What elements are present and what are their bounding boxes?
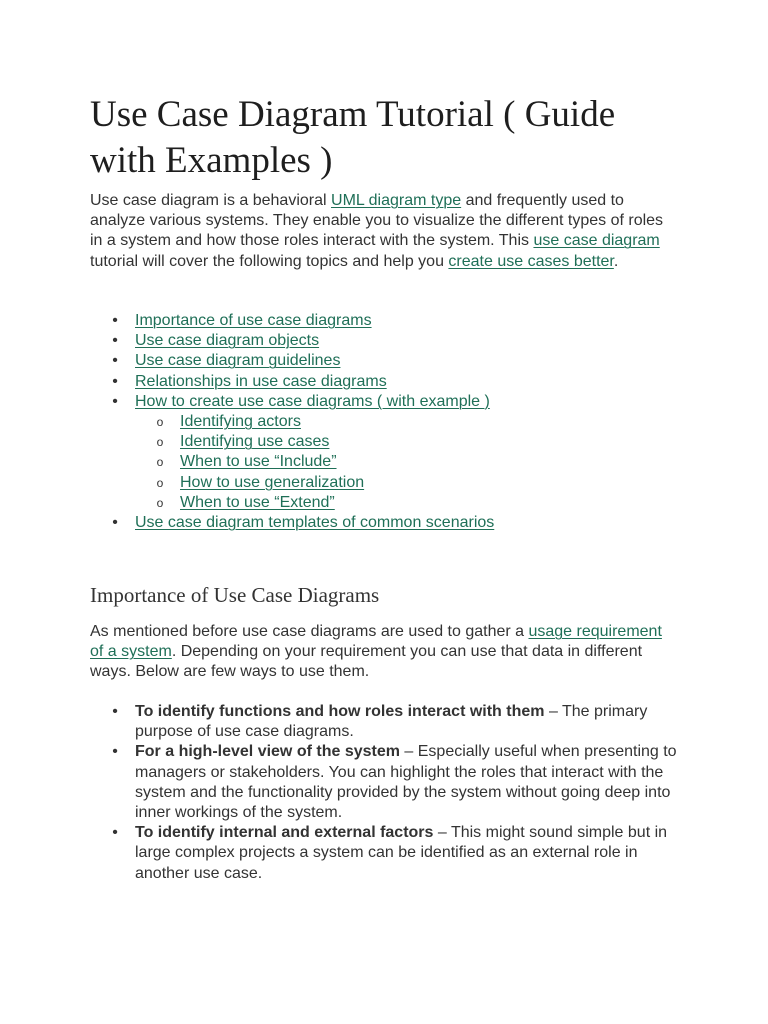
topic-link-guidelines[interactable]: Use case diagram guidelines — [135, 352, 341, 370]
topic-link-importance[interactable]: Importance of use case diagrams — [135, 312, 372, 329]
topic-link-templates[interactable]: Use case diagram templates of common scenarios — [135, 514, 495, 532]
list-item — [135, 473, 690, 493]
list-item — [90, 331, 690, 351]
way-text: – The primary purpose of use case diagrams. — [135, 703, 648, 741]
list-item — [90, 702, 678, 742]
importance-text-1: As mentioned before use case diagrams are used to gather a — [90, 623, 529, 640]
create-use-cases-better-link[interactable]: create use cases better — [448, 252, 614, 270]
bullet-icon: • — [112, 312, 118, 329]
bullet-icon: • — [112, 824, 118, 842]
uml-diagram-type-link[interactable]: UML diagram type — [331, 192, 462, 209]
use-case-diagram-link[interactable]: use case diagram — [533, 232, 660, 250]
list-item — [90, 742, 678, 823]
list-item — [90, 823, 678, 884]
ways-list — [90, 702, 678, 884]
subtopic-link-generalization[interactable]: How to use generalization — [180, 473, 365, 491]
intro-text-4: . — [613, 252, 619, 270]
circle-bullet-icon: o — [156, 455, 164, 470]
topic-link-relationships[interactable]: Relationships in use case diagrams — [135, 372, 387, 390]
subtopic-link-use-cases[interactable]: Identifying use cases — [180, 433, 330, 451]
topic-link-objects[interactable]: Use case diagram objects — [135, 332, 320, 350]
intro-text-2: and frequently used to analyze various systems. They enable you to visualize the different types of roles in a system and how those roles interact with the system. This — [90, 192, 664, 250]
way-text: – This might sound simple but in large complex projects a system can be identified as an external role in another use case. — [135, 824, 668, 882]
list-item — [135, 493, 690, 513]
intro-text-3: tutorial will cover the following topics and help you — [90, 252, 449, 270]
list-item — [135, 412, 690, 432]
circle-bullet-icon: o — [156, 475, 164, 490]
way-lead: To identify internal and external factors — [135, 824, 434, 842]
intro-text-1: Use case diagram is a behavioral — [90, 192, 332, 209]
way-lead: For a high-level view of the system — [135, 743, 400, 761]
circle-bullet-icon: o — [156, 415, 164, 430]
section-heading-importance: Importance of Use Case Diagrams — [90, 583, 380, 607]
topics-list — [90, 311, 690, 533]
list-item — [90, 372, 690, 392]
topic-link-how-to-create[interactable]: How to create use case diagrams ( with example ) — [135, 392, 490, 410]
list-item — [90, 351, 690, 371]
list-item — [135, 452, 690, 472]
bullet-icon: • — [112, 372, 118, 390]
list-item — [90, 311, 690, 331]
way-text: – Especially useful when presenting to managers or stakeholders. You can highlight the roles that interact with the system and the functionality provided by the system without going deep into inner workings of the system. — [135, 743, 677, 822]
list-item — [135, 432, 690, 452]
intro-paragraph — [90, 191, 678, 272]
list-item — [90, 392, 690, 513]
circle-bullet-icon: o — [156, 435, 164, 450]
importance-text-2: . Depending on your requirement you can use that data in different ways. Below are few ways to use them. — [90, 643, 643, 681]
subtopic-link-actors[interactable]: Identifying actors — [180, 413, 301, 431]
bullet-icon: • — [112, 703, 118, 720]
bullet-icon: • — [112, 352, 118, 370]
bullet-icon: • — [112, 743, 118, 761]
importance-paragraph — [90, 622, 678, 683]
bullet-icon: • — [112, 332, 118, 350]
subtopics-list — [135, 412, 690, 513]
bullet-icon: • — [112, 514, 118, 532]
way-lead: To identify functions and how roles interact with them — [135, 703, 545, 720]
page-title: Use Case Diagram Tutorial ( Guide with Examples ) — [90, 94, 616, 181]
subtopic-link-include[interactable]: When to use “Include” — [180, 453, 337, 471]
circle-bullet-icon: o — [156, 495, 164, 510]
usage-requirement-link[interactable]: usage requirement of a system — [90, 623, 662, 661]
bullet-icon: • — [112, 392, 118, 410]
subtopic-link-extend[interactable]: When to use “Extend” — [180, 493, 335, 511]
list-item — [90, 513, 690, 533]
